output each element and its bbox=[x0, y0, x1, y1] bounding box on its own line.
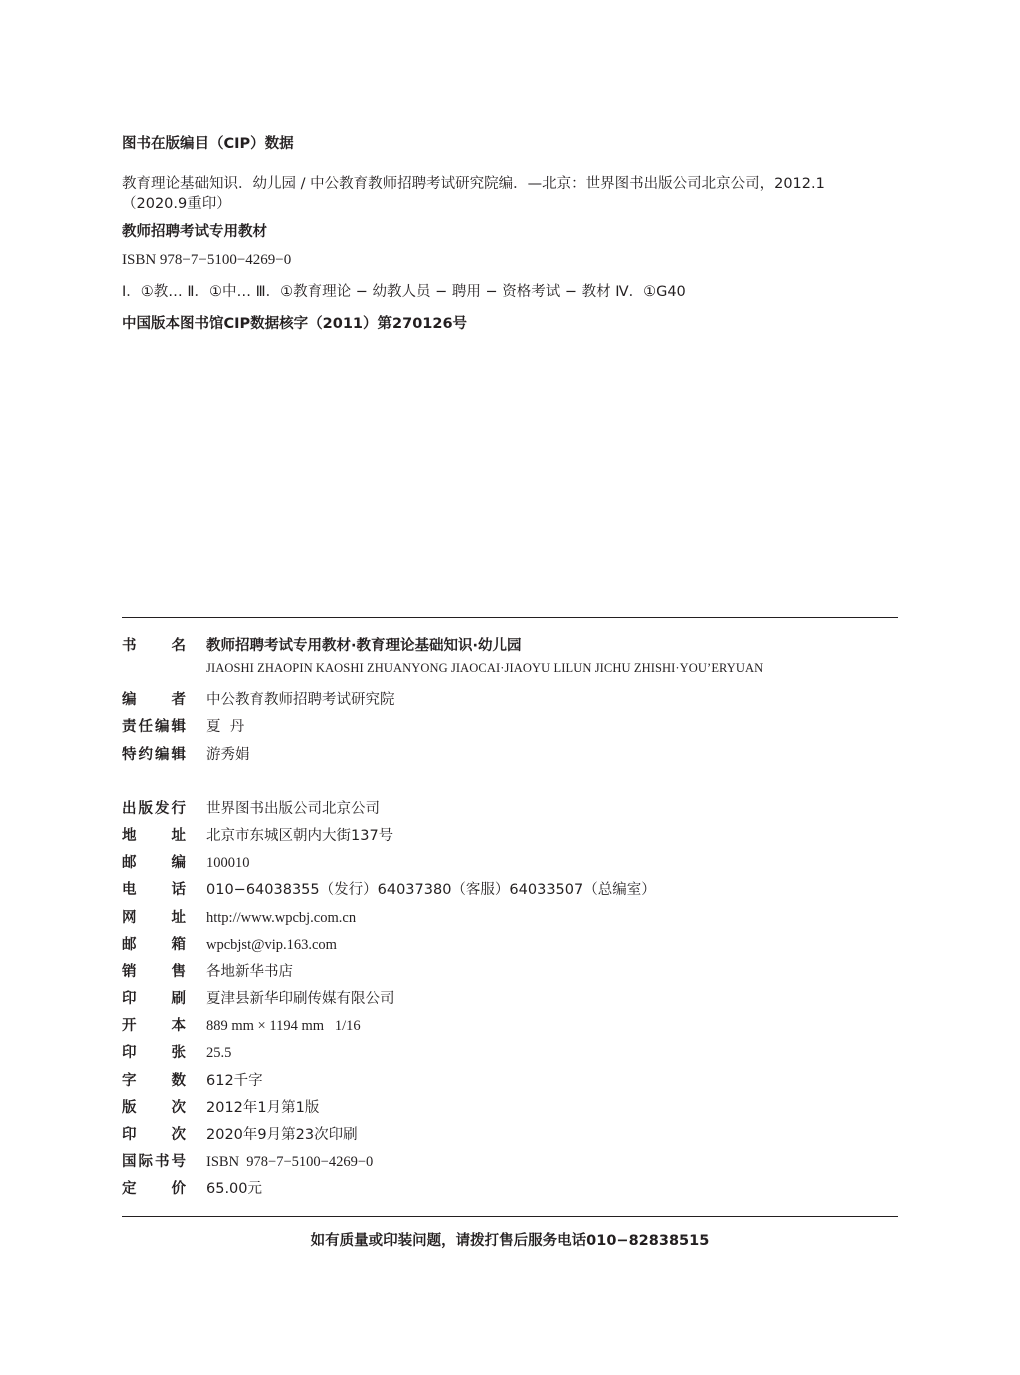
imprint-value: 夏津县新华印刷传媒有限公司 bbox=[206, 991, 395, 1008]
imprint-label: 邮编 bbox=[122, 855, 186, 872]
imprint-label: 开本 bbox=[122, 1018, 186, 1035]
imprint-row-word-count bbox=[122, 1069, 898, 1096]
imprint-row-intl-isbn bbox=[122, 1150, 898, 1177]
email-link[interactable]: wpcbjst@vip.163.com bbox=[206, 936, 337, 953]
imprint-row-sheets bbox=[122, 1041, 898, 1068]
imprint-row-book-title bbox=[122, 634, 898, 661]
imprint-value: 各地新华书店 bbox=[206, 963, 293, 980]
imprint-label: 印次 bbox=[122, 1127, 186, 1143]
imprint-row-responsible-editor bbox=[122, 715, 898, 742]
imprint-label: 版次 bbox=[122, 1099, 186, 1116]
imprint-value: 2020年9月第23次印刷 bbox=[206, 1127, 358, 1143]
imprint-label: 责任编辑 bbox=[122, 719, 186, 736]
imprint-row-website bbox=[122, 906, 898, 933]
imprint-value: ISBN 978−7−5100−4269−0 bbox=[206, 1154, 374, 1171]
imprint-row-publisher bbox=[122, 797, 898, 824]
cip-series: 教师招聘考试专用教材 bbox=[122, 224, 267, 240]
cip-title: 图书在版编目（CIP）数据 bbox=[122, 136, 294, 152]
imprint-value: 中公教育教师招聘考试研究院 bbox=[206, 692, 395, 709]
imprint-value: 65.00元 bbox=[206, 1181, 263, 1198]
imprint-label: 印张 bbox=[122, 1045, 186, 1062]
cip-isbn: ISBN 978−7−5100−4269−0 bbox=[122, 252, 292, 268]
imprint-value: 北京市东城区朝内大街137号 bbox=[206, 827, 394, 844]
imprint-label: 字数 bbox=[122, 1072, 186, 1089]
after-sales-note: 如有质量或印装问题，请拨打售后服务电话010−82838515 bbox=[310, 1233, 710, 1249]
divider-top bbox=[122, 617, 898, 618]
imprint-row-special-editor bbox=[122, 743, 898, 770]
divider-bottom bbox=[122, 1216, 898, 1217]
imprint-label: 定价 bbox=[122, 1181, 186, 1198]
spacer bbox=[122, 770, 898, 797]
imprint-row-pinyin bbox=[122, 661, 898, 688]
imprint-row-impression bbox=[122, 1123, 898, 1150]
imprint-row-printer bbox=[122, 987, 898, 1014]
imprint-value: 世界图书出版公司北京公司 bbox=[206, 800, 380, 817]
imprint-row-postcode bbox=[122, 851, 898, 878]
imprint-row-sales bbox=[122, 960, 898, 987]
cip-reprint: （2020.9重印） bbox=[122, 196, 231, 212]
imprint-value: 100010 bbox=[206, 855, 250, 872]
imprint-row-email bbox=[122, 933, 898, 960]
imprint-label: 电话 bbox=[122, 882, 186, 899]
imprint-value: 教师招聘考试专用教材·教育理论基础知识·幼儿园 bbox=[206, 638, 522, 654]
imprint-row-format bbox=[122, 1014, 898, 1041]
imprint-value: 2012年1月第1版 bbox=[206, 1099, 320, 1116]
imprint-label: 印刷 bbox=[122, 991, 186, 1008]
imprint-label: 地址 bbox=[122, 827, 186, 844]
imprint-row-price bbox=[122, 1177, 898, 1204]
website-link[interactable]: http://www.wpcbj.com.cn bbox=[206, 909, 357, 926]
imprint-table bbox=[122, 634, 898, 1205]
imprint-value: 游秀娟 bbox=[206, 746, 250, 763]
imprint-value: 889 mm × 1194 mm 1/16 bbox=[206, 1018, 361, 1035]
imprint-label: 出版发行 bbox=[122, 800, 186, 817]
cip-description: 教育理论基础知识．幼儿园 / 中公教育教师招聘考试研究院编．—北京：世界图书出版公司北京公司，2012.1 bbox=[122, 176, 825, 192]
cip-classification: Ⅰ．①教… Ⅱ．①中… Ⅲ．①教育理论 − 幼教人员 − 聘用 − 资格考试 − 教材 Ⅳ．①G40 bbox=[122, 284, 686, 300]
imprint-row-address bbox=[122, 824, 898, 851]
imprint-row-edition bbox=[122, 1096, 898, 1123]
imprint-value: 010−64038355（发行）64037380（客服）64033507（总编室） bbox=[206, 882, 656, 899]
imprint-value: 25.5 bbox=[206, 1045, 232, 1062]
imprint-value-pinyin: JIAOSHI ZHAOPIN KAOSHI ZHUANYONG JIAOCAI·JIAOYU LILUN JICHU ZHISHI·YOU’ERYUAN bbox=[206, 661, 764, 676]
imprint-label: 编者 bbox=[122, 692, 186, 709]
imprint-value: 612千字 bbox=[206, 1072, 263, 1089]
imprint-label: 书名 bbox=[122, 638, 186, 654]
cip-block bbox=[122, 134, 902, 334]
imprint-label: 国际书号 bbox=[122, 1154, 186, 1171]
imprint-label: 特约编辑 bbox=[122, 746, 186, 763]
imprint-label: 网址 bbox=[122, 909, 186, 926]
imprint-label: 邮箱 bbox=[122, 936, 186, 953]
imprint-row-editor bbox=[122, 688, 898, 715]
cip-record-number: 中国版本图书馆CIP数据核字（2011）第270126号 bbox=[122, 316, 468, 332]
imprint-value: 夏 丹 bbox=[206, 719, 245, 736]
imprint-row-phone bbox=[122, 878, 898, 905]
imprint-label: 销售 bbox=[122, 963, 186, 980]
